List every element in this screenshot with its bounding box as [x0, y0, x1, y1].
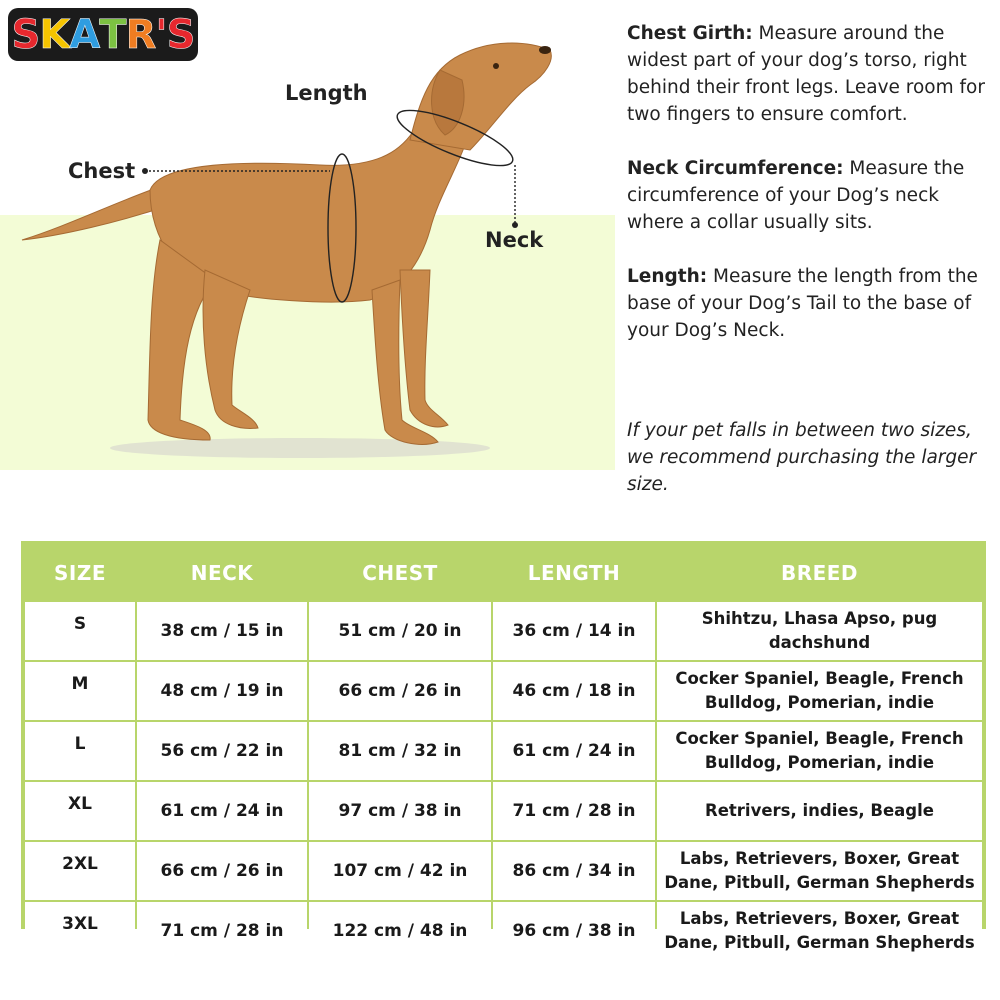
- chest-instruction: [627, 20, 989, 128]
- length-instruction-text: Measure the length from the base of your Dog’s Tail to the base of your Dog’s Neck.: [627, 266, 978, 341]
- size-cell: XL: [25, 782, 135, 840]
- neck-cell: 38 cm / 15 in: [137, 602, 307, 660]
- header-size: SIZE: [25, 545, 135, 600]
- dog-nose: [539, 46, 551, 54]
- size-note: If your pet falls in between two sizes, we recommend purchasing the larger size.: [627, 420, 977, 495]
- size-chart: [21, 541, 986, 952]
- neck-cell: 66 cm / 26 in: [137, 842, 307, 900]
- size-cell: L: [25, 722, 135, 780]
- neck-instruction-text: Measure the circumference of your Dog’s neck where a collar usually sits.: [627, 158, 965, 233]
- chest-cell: 51 cm / 20 in: [309, 602, 491, 660]
- chest-cell: 107 cm / 42 in: [309, 842, 491, 900]
- neck-label: Neck: [485, 228, 544, 252]
- length-instruction: [627, 263, 989, 344]
- neck-cell: 71 cm / 28 in: [137, 902, 307, 960]
- header-neck: NECK: [137, 545, 307, 600]
- size-cell: 2XL: [25, 842, 135, 900]
- length-cell: 46 cm / 18 in: [493, 662, 655, 720]
- length-cell: 61 cm / 24 in: [493, 722, 655, 780]
- table-row: [25, 662, 982, 720]
- logo-letter: A: [69, 11, 100, 58]
- table-row: [25, 842, 982, 900]
- chest-label: Chest: [68, 159, 136, 183]
- neck-cell: 48 cm / 19 in: [137, 662, 307, 720]
- table-header-row: [25, 545, 982, 600]
- header-length: LENGTH: [493, 545, 655, 600]
- breed-cell: Cocker Spaniel, Beagle, French Bulldog, Pomerian, indie: [657, 662, 982, 720]
- size-table: [23, 543, 984, 962]
- chest-cell: 97 cm / 38 in: [309, 782, 491, 840]
- logo-letter: S: [11, 11, 40, 58]
- chest-cell: 66 cm / 26 in: [309, 662, 491, 720]
- neck-instruction: [627, 155, 989, 236]
- chest-cell: 81 cm / 32 in: [309, 722, 491, 780]
- length-label: Length: [285, 81, 368, 105]
- logo-letter: K: [39, 11, 70, 58]
- table-row: [25, 722, 982, 780]
- breed-cell: Labs, Retrievers, Boxer, Great Dane, Pitbull, German Shepherds: [657, 842, 982, 900]
- header-chest: CHEST: [309, 545, 491, 600]
- chest-cell: 122 cm / 48 in: [309, 902, 491, 960]
- size-cell: S: [25, 602, 135, 660]
- table-row: [25, 902, 982, 960]
- neck-cell: 56 cm / 22 in: [137, 722, 307, 780]
- breed-cell: Retrivers, indies, Beagle: [657, 782, 982, 840]
- chest-instruction-text: Measure around the widest part of your dog’s torso, right behind their front legs. Leave room for two fingers to ensure comfort.: [627, 23, 985, 125]
- logo-letter: S: [166, 11, 195, 58]
- breed-cell: Shihtzu, Lhasa Apso, pug dachshund: [657, 602, 982, 660]
- chest-guide-dot: [142, 168, 148, 174]
- table-row: [25, 782, 982, 840]
- length-cell: 71 cm / 28 in: [493, 782, 655, 840]
- size-cell: 3XL: [25, 902, 135, 960]
- length-cell: 36 cm / 14 in: [493, 602, 655, 660]
- table-row: [25, 602, 982, 660]
- measurement-instructions: [627, 20, 989, 371]
- breed-cell: Labs, Retrievers, Boxer, Great Dane, Pitbull, German Shepherds: [657, 902, 982, 960]
- logo-letter: T: [99, 11, 126, 58]
- dog-eye: [493, 63, 499, 69]
- chest-instruction-title: Chest Girth:: [627, 23, 753, 44]
- neck-instruction-title: Neck Circumference:: [627, 158, 844, 179]
- header-breed: BREED: [657, 545, 982, 600]
- length-instruction-title: Length:: [627, 266, 708, 287]
- logo-letter: ': [155, 11, 167, 58]
- length-cell: 86 cm / 34 in: [493, 842, 655, 900]
- neck-cell: 61 cm / 24 in: [137, 782, 307, 840]
- length-cell: 96 cm / 38 in: [493, 902, 655, 960]
- logo-letter: R: [125, 11, 156, 58]
- size-cell: M: [25, 662, 135, 720]
- breed-cell: Cocker Spaniel, Beagle, French Bulldog, Pomerian, indie: [657, 722, 982, 780]
